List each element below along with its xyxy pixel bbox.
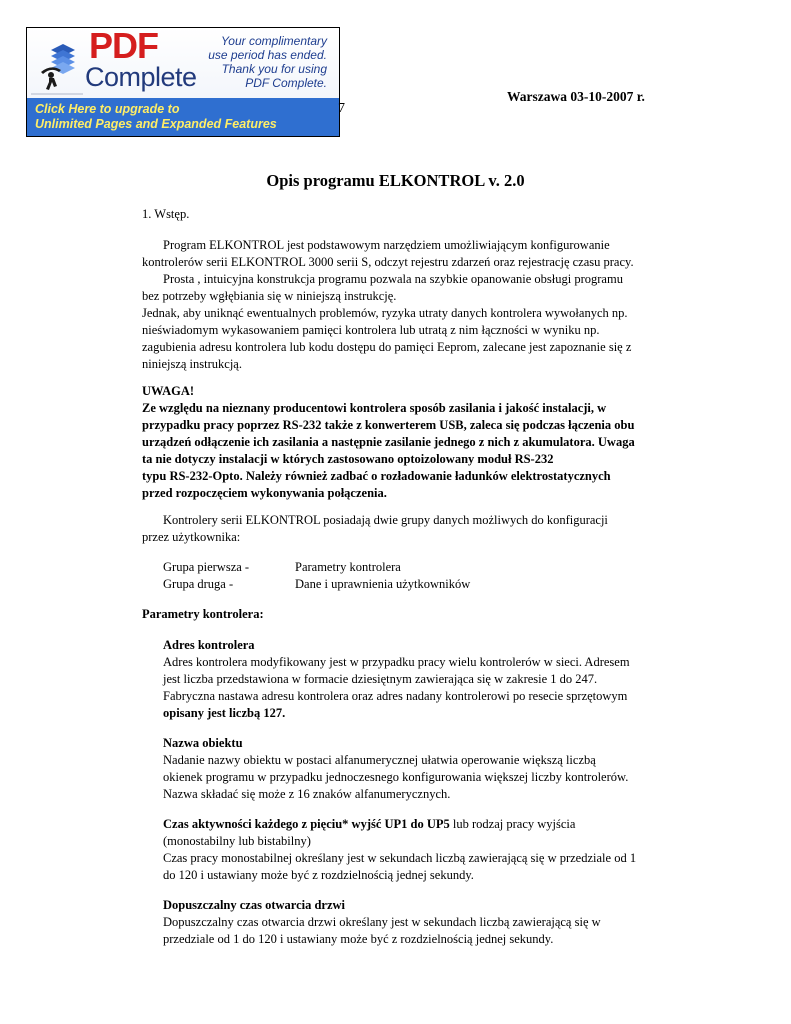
- warning-line: urządzeń odłączenie ich zasilania a następnie zasilanie jednego z nich z akumulatora. Uwaga: [142, 435, 635, 449]
- upgrade-link[interactable]: [27, 98, 339, 136]
- banner-promo-text: [177, 34, 327, 90]
- banner-promo-line: PDF Complete.: [245, 76, 327, 90]
- paragraph-line: niniejszą instrukcją.: [142, 357, 242, 371]
- paragraph-line-bold: opisany jest liczbą 127.: [163, 706, 286, 720]
- group-name: Grupa pierwsza -: [163, 560, 250, 574]
- banner-pdf-label: PDF: [89, 27, 158, 66]
- section-heading-intro: 1. Wstęp.: [142, 207, 190, 221]
- subsection-heading-active-time: [163, 816, 575, 833]
- warning-heading: UWAGA!: [142, 384, 195, 398]
- paragraph-line: bez potrzeby wgłębiania się w niniejszą instrukcję.: [142, 289, 397, 303]
- paragraph-line: Nazwa składać się może z 16 znaków alfanumerycznych.: [163, 787, 451, 801]
- banner-promo-line: use period has ended.: [208, 48, 327, 62]
- subsection-heading-door-time: Dopuszczalny czas otwarcia drzwi: [163, 898, 346, 912]
- banner-promo-line: Your complimentary: [220, 34, 327, 48]
- paragraph-line: Dopuszczalny czas otwarcia drzwi określany jest w sekundach liczbą zawierającą się w: [163, 915, 601, 929]
- group-name: Grupa druga -: [163, 577, 234, 591]
- group-description: Parametry kontrolera: [295, 560, 401, 574]
- warning-line: przypadku pracy poprzez RS-232 także z konwerterem USB, zaleca się podczas łączenia obu: [142, 418, 635, 432]
- banner-promo-line: Thank you for using: [221, 62, 327, 76]
- paragraph-line: kontrolerów serii ELKONTROL 3000 serii S, odczyt rejestru zdarzeń oraz rejestrację czasu pracy.: [142, 255, 634, 269]
- paragraph-line: przez użytkownika:: [142, 530, 241, 544]
- document-title: Opis programu ELKONTROL v. 2.0: [266, 171, 525, 190]
- paragraph-line: Prosta , intuicyjna konstrukcja programu pozwala na szybkie opanowanie obsługi programu: [163, 272, 623, 286]
- section-heading-parameters: Parametry kontrolera:: [142, 607, 264, 621]
- subsection-heading-address: Adres kontrolera: [163, 638, 255, 652]
- paragraph-line: okienek programu w przypadku jednoczesnego konfigurowania większej liczby kontrolerów.: [163, 770, 629, 784]
- upgrade-banner[interactable]: [26, 27, 340, 137]
- warning-line: typu RS-232-Opto. Należy również zadbać o rozładowanie ładunków elektrostatycznych: [142, 469, 611, 483]
- document-date: Warszawa 03-10-2007 r.: [507, 89, 645, 104]
- paragraph-line: Fabryczna nastawa adresu kontrolera oraz adres nadany kontrolerowi po resecie sprzętowym: [163, 689, 628, 703]
- pdf-complete-logo-icon: [27, 28, 87, 98]
- paragraph-line: nieświadomym wykasowaniem pamięci kontrolera lub utratą z nim łączności w wyniku np.: [142, 323, 600, 337]
- paragraph-line: (monostabilny lub bistabilny): [163, 834, 311, 848]
- paragraph-line: jest liczba przedstawiona w formacie dziesiętnym zawierająca się w zakresie 1 do 247.: [163, 672, 598, 686]
- subsection-heading-object-name: Nazwa obiektu: [163, 736, 243, 750]
- paragraph-line: Program ELKONTROL jest podstawowym narzędziem umożliwiającym konfigurowanie: [163, 238, 610, 252]
- paragraph-line: przedziale od 1 do 120 i ustawiany może być z rozdzielnością jednej sekundy.: [163, 932, 554, 946]
- active-time-heading-bold: Czas aktywności każdego z pięciu* wyjść UP1 do UP5: [163, 817, 450, 831]
- paragraph-line: Czas pracy monostabilnej określany jest w sekundach liczbą zawierającą się w przedziale od 1: [163, 851, 637, 865]
- warning-line: ta nie dotyczy instalacji w których zastosowano optoizolowany moduł RS-232: [142, 452, 554, 466]
- paragraph-line: Kontrolery serii ELKONTROL posiadają dwie grupy danych możliwych do konfiguracji: [163, 513, 608, 527]
- obscured-header-fragment: 7: [338, 101, 345, 116]
- upgrade-link-line[interactable]: Unlimited Pages and Expanded Features: [35, 117, 277, 131]
- paragraph-line: zagubienia adresu kontrolera lub kodu dostępu do pamięci Eeprom, zalecane jest zapoznanie się z: [142, 340, 632, 354]
- paragraph-line: Jednak, aby uniknąć ewentualnych problemów, ryzyka utraty danych kontrolera wywołanych np.: [142, 306, 628, 320]
- banner-complete-label: Complete: [85, 62, 197, 92]
- upgrade-link-line[interactable]: Click Here to upgrade to: [35, 102, 180, 116]
- warning-line: Ze względu na nieznany producentowi kontrolera sposób zasilania i jakość instalacji, w: [142, 401, 607, 415]
- active-time-heading-tail: lub rodzaj pracy wyjścia: [449, 817, 576, 831]
- paragraph-line: do 120 i ustawiany może być z rozdzielnością jednej sekundy.: [163, 868, 474, 882]
- warning-line: przed rozpoczęciem wykonywania połączenia.: [142, 486, 387, 500]
- banner-logo-area: [27, 28, 339, 98]
- group-description: Dane i uprawnienia użytkowników: [295, 577, 471, 591]
- paragraph-line: Adres kontrolera modyfikowany jest w przypadku pracy wielu kontrolerów w sieci. Adresem: [163, 655, 630, 669]
- paragraph-line: Nadanie nazwy obiektu w postaci alfanumerycznej ułatwia operowanie większą liczbą: [163, 753, 596, 767]
